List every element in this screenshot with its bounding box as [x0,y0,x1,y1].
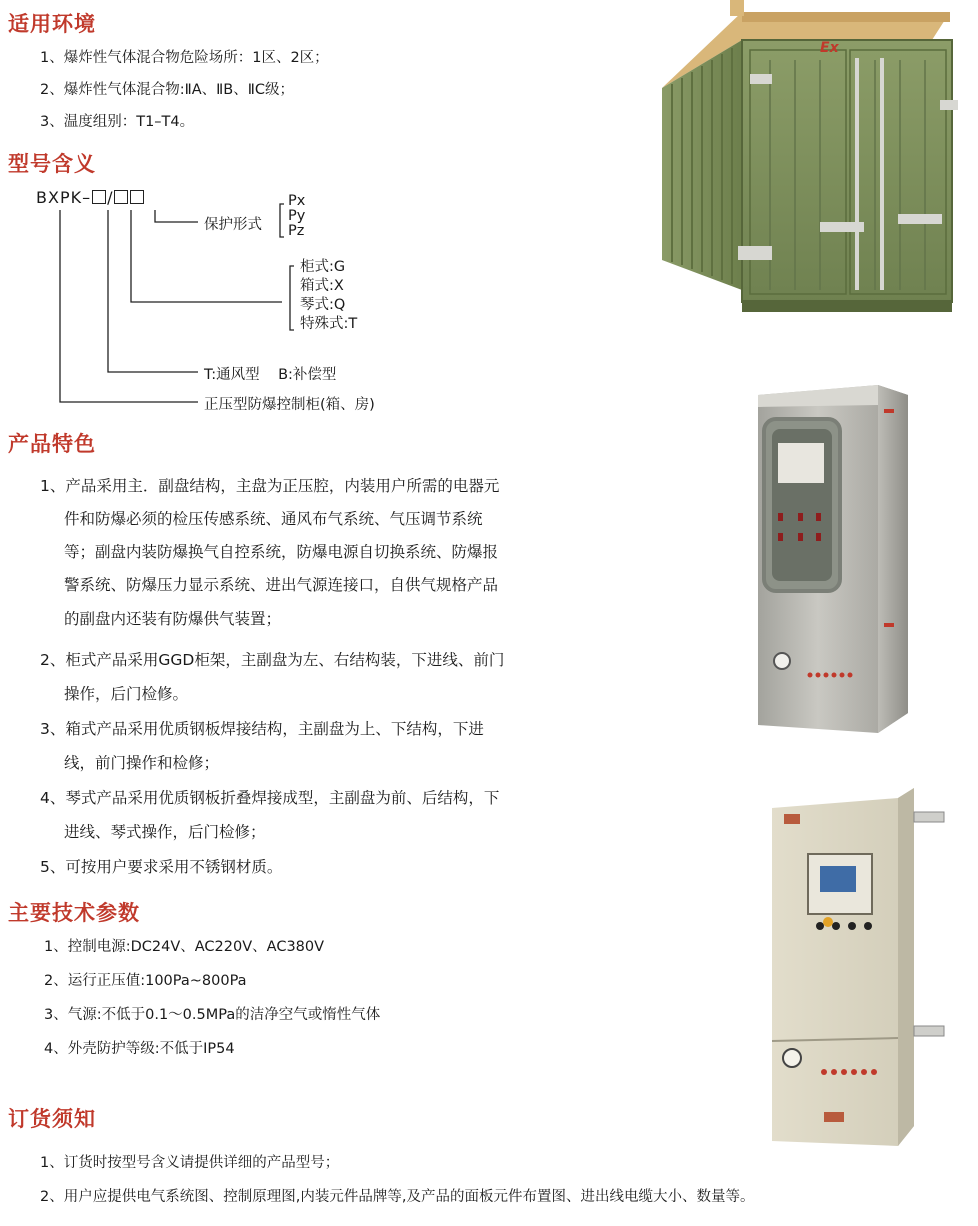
protect-option: Px [288,193,306,209]
env-item: 2、爆炸性气体混合物:ⅡA、ⅡB、ⅡC级； [40,82,295,98]
tech-item: 1、控制电源:DC24V、AC220V、AC380V [44,939,325,955]
env-item: 3、温度组别：T1–T4。 [40,114,195,130]
protect-option: Pz [288,223,305,239]
section-title-features: 产品特色 [8,431,96,456]
protect-option: Py [288,208,306,224]
struct-options [300,258,357,334]
feature-line: 2、柜式产品采用GGD柜架，主副盘为左、右结构装，下进线、前门 [40,651,505,669]
order-item: 1、订货时按型号含义请提供详细的产品型号； [40,1155,340,1171]
order-item: 2、用户应提供电气系统图、控制原理图,内装元件品牌等,及产品的面板元件布置图、进出线电缆大小、数量等。 [40,1189,755,1205]
tech-item: 4、外壳防护等级:不低于IP54 [44,1041,235,1057]
section-title-model: 型号含义 [8,151,96,176]
tech-item: 3、气源:不低于0.1～0.5MPa的洁净空气或惰性气体 [44,1007,381,1023]
feature-line: 进线、琴式操作，后门检修； [64,823,266,841]
struct-option: 箱式:X [300,278,344,294]
section-title-order: 订货须知 [8,1106,96,1131]
feature-line: 线，前门操作和检修； [64,754,220,772]
struct-option: 特殊式:T [300,316,358,332]
protect-options [288,194,305,239]
struct-option: 琴式:Q [300,297,346,313]
env-item: 1、爆炸性气体混合物危险场所：1区、2区； [40,50,329,66]
feature-line: 4、琴式产品采用优质钢板折叠焊接成型，主副盘为前、后结构，下 [40,789,500,807]
section-title-environment: 适用环境 [8,11,96,36]
model-code-diagram [0,0,420,420]
tech-item: 2、运行正压值:100Pa~800Pa [44,973,247,989]
feature-line: 件和防爆必须的检压传感系统、通风布气系统、气压调节系统 [64,510,483,528]
base-label: 正压型防爆控制柜(箱、房) [204,397,375,413]
feature-line: 操作，后门检修。 [64,685,189,703]
protect-form-label: 保护形式 [204,217,262,233]
feature-line: 警系统、防爆压力显示系统、进出气源连接口，自供气规格产品 [64,576,499,594]
stainless-cabinet-photo [748,383,918,748]
feature-line: 3、箱式产品采用优质钢板焊接结构，主副盘为上、下结构，下进 [40,720,484,738]
section-title-tech: 主要技术参数 [8,900,140,925]
feature-line: 的副盘内还装有防爆供气装置； [64,610,282,628]
model-code-slash: / [107,188,114,207]
model-code-prefix: BXPK– [36,188,92,207]
feature-line: 等；副盘内装防爆换气自控系统，防爆电源自切换系统、防爆报 [64,543,499,561]
struct-option: 柜式:G [300,259,346,275]
type-label: T:通风型 B:补偿型 [204,367,337,383]
beige-cabinet-photo [768,786,948,1151]
feature-line: 5、可按用户要求采用不锈钢材质。 [40,858,283,876]
container-house-photo [650,0,970,322]
ex-mark: Ex [820,40,839,56]
feature-line: 1、产品采用主．副盘结构，主盘为正压腔，内装用户所需的电器元 [40,477,500,495]
